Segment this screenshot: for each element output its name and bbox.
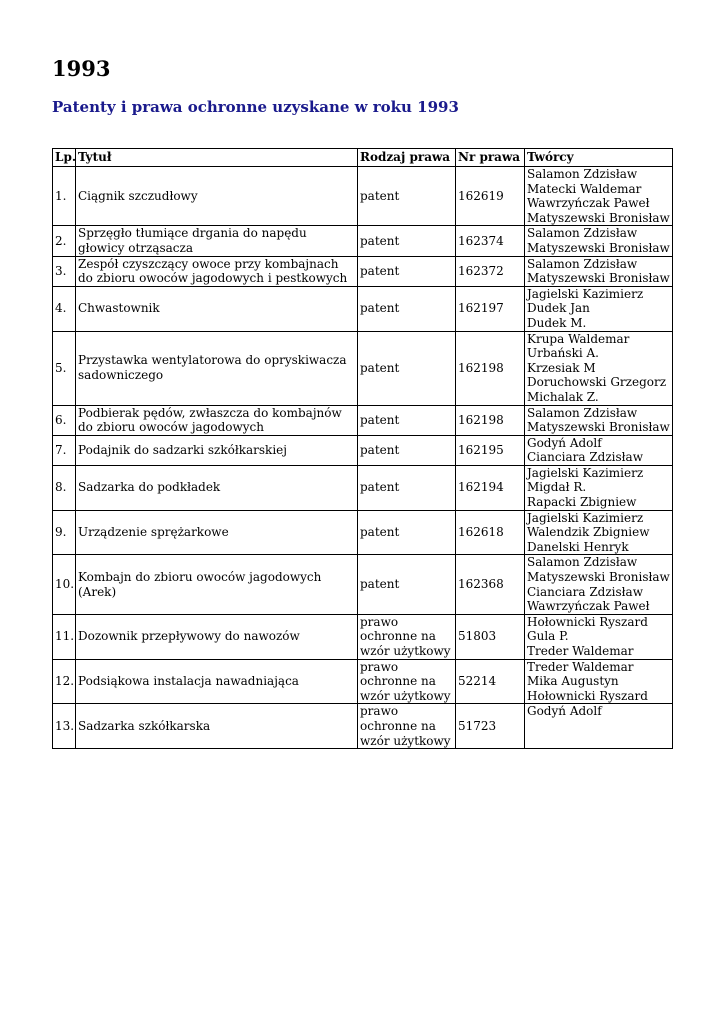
creator-name: Godyń Adolf [527,435,602,450]
cell-number: 162372 [456,256,525,286]
cell-type: prawo ochronne na wzór użytkowy [358,704,456,749]
creator-name: Doruchowski Grzegorz [527,375,667,390]
cell-number: 162368 [456,555,525,614]
header-type: Rodzaj prawa [358,149,456,167]
document-year: 1993 [52,56,111,81]
cell-title: Podbierak pędów, zwłaszcza do kombajnów do zbioru owoców jagodowych [76,405,358,435]
cell-type: patent [358,405,456,435]
cell-title: Zespół czyszczący owoce przy kombajnach do zbioru owoców jagodowych i pestkowych [76,256,358,286]
cell-title: Podsiąkowa instalacja nawadniająca [76,659,358,704]
cell-lp: 1. [53,167,76,226]
cell-lp: 11. [53,614,76,659]
creator-name: Treder Waldemar [527,659,634,674]
header-creators: Twórcy [525,149,673,167]
cell-lp: 10. [53,555,76,614]
table-row [53,256,673,286]
cell-lp: 4. [53,286,76,331]
creator-name: Salamon Zdzisław [527,167,638,181]
cell-creators [525,614,673,659]
creator-name: Cianciara Zdzisław [527,450,643,465]
cell-number: 52214 [456,659,525,704]
creator-name: Dudek M. [527,315,587,330]
patents-table [52,148,673,749]
table-row [53,405,673,435]
cell-lp: 9. [53,510,76,555]
cell-number: 162374 [456,226,525,256]
cell-title: Przystawka wentylatorowa do opryskiwacza sadowniczego [76,331,358,405]
table-row [53,286,673,331]
creator-name: Salamon Zdzisław [527,555,638,570]
creator-name: Salamon Zdzisław [527,226,638,241]
cell-number: 51803 [456,614,525,659]
cell-number: 162619 [456,167,525,226]
creator-name: Matyszewski Bronisław [527,210,670,225]
cell-title: Podajnik do sadzarki szkółkarskiej [76,435,358,465]
table-body [53,167,673,749]
cell-creators [525,405,673,435]
cell-lp: 7. [53,435,76,465]
creator-name: Gula P. [527,629,569,644]
cell-type: patent [358,167,456,226]
table-row [53,465,673,510]
table-row [53,659,673,704]
creator-name: Jagielski Kazimierz [527,465,644,480]
creator-name: Rapacki Zbigniew [527,495,637,510]
table-row [53,331,673,405]
cell-type: patent [358,465,456,510]
header-lp: Lp. [53,149,76,167]
cell-lp: 12. [53,659,76,704]
creator-name: Matyszewski Bronisław [527,420,670,435]
cell-creators [525,555,673,614]
cell-creators [525,465,673,510]
cell-title: Dozownik przepływowy do nawozów [76,614,358,659]
cell-number: 162198 [456,331,525,405]
creator-name: Krupa Waldemar [527,331,630,346]
table-row [53,226,673,256]
cell-lp: 6. [53,405,76,435]
creator-name: Salamon Zdzisław [527,256,638,271]
cell-type: prawo ochronne na wzór użytkowy [358,614,456,659]
creator-name: Matyszewski Bronisław [527,240,670,255]
cell-creators [525,331,673,405]
document-subtitle: Patenty i prawa ochronne uzyskane w roku 1993 [52,98,459,116]
creator-name: Mika Augustyn [527,674,619,689]
cell-title: Kombajn do zbioru owoców jagodowych (Arek) [76,555,358,614]
cell-title: Sadzarka do podkładek [76,465,358,510]
creator-name: Migdał R. [527,480,587,495]
creator-name: Matyszewski Bronisław [527,271,670,286]
table-header-row [53,149,673,167]
cell-title: Chwastownik [76,286,358,331]
cell-creators [525,167,673,226]
table-row [53,435,673,465]
creator-name: Cianciara Zdzisław [527,584,643,599]
cell-number: 162198 [456,405,525,435]
cell-title: Ciągnik szczudłowy [76,167,358,226]
creator-name: Godyń Adolf [527,704,602,719]
creator-name: Matecki Waldemar [527,181,642,196]
cell-title: Urządzenie sprężarkowe [76,510,358,555]
cell-lp: 3. [53,256,76,286]
cell-type: prawo ochronne na wzór użytkowy [358,659,456,704]
cell-type: patent [358,435,456,465]
cell-creators [525,659,673,704]
cell-type: patent [358,226,456,256]
cell-number: 51723 [456,704,525,749]
cell-type: patent [358,510,456,555]
cell-number: 162195 [456,435,525,465]
table-row [53,704,673,749]
cell-creators [525,256,673,286]
creator-name: Jagielski Kazimierz [527,286,644,301]
creator-name: Hołownicki Ryszard [527,688,648,703]
cell-number: 162197 [456,286,525,331]
table-row [53,555,673,614]
cell-number: 162194 [456,465,525,510]
creator-name: Urbański A. [527,346,599,361]
cell-creators [525,435,673,465]
cell-creators [525,286,673,331]
creator-name: Walendzik Zbigniew [527,525,650,540]
cell-type: patent [358,555,456,614]
cell-type: patent [358,331,456,405]
cell-creators [525,704,673,749]
creator-name: Matyszewski Bronisław [527,570,670,585]
cell-lp: 13. [53,704,76,749]
creator-name: Krzesiak M [527,360,596,375]
creator-name: Dudek Jan [527,301,590,316]
cell-lp: 5. [53,331,76,405]
cell-type: patent [358,286,456,331]
creator-name: Jagielski Kazimierz [527,510,644,525]
creator-name: Michalak Z. [527,389,599,404]
creator-name: Wawrzyńczak Paweł [527,196,650,211]
creator-name: Treder Waldemar [527,644,634,658]
cell-creators [525,510,673,555]
cell-title: Sadzarka szkółkarska [76,704,358,749]
cell-lp: 8. [53,465,76,510]
cell-title: Sprzęgło tłumiące drgania do napędu głowicy otrząsacza [76,226,358,256]
table-row [53,614,673,659]
header-title: Tytuł [76,149,358,167]
creator-name: Salamon Zdzisław [527,405,638,420]
cell-lp: 2. [53,226,76,256]
cell-number: 162618 [456,510,525,555]
cell-type: patent [358,256,456,286]
creator-name: Wawrzyńczak Paweł [527,599,650,614]
creator-name: Hołownicki Ryszard [527,614,648,629]
table-row [53,167,673,226]
cell-creators [525,226,673,256]
creator-name: Danelski Henryk [527,539,629,554]
table-row [53,510,673,555]
header-number: Nr prawa [456,149,525,167]
